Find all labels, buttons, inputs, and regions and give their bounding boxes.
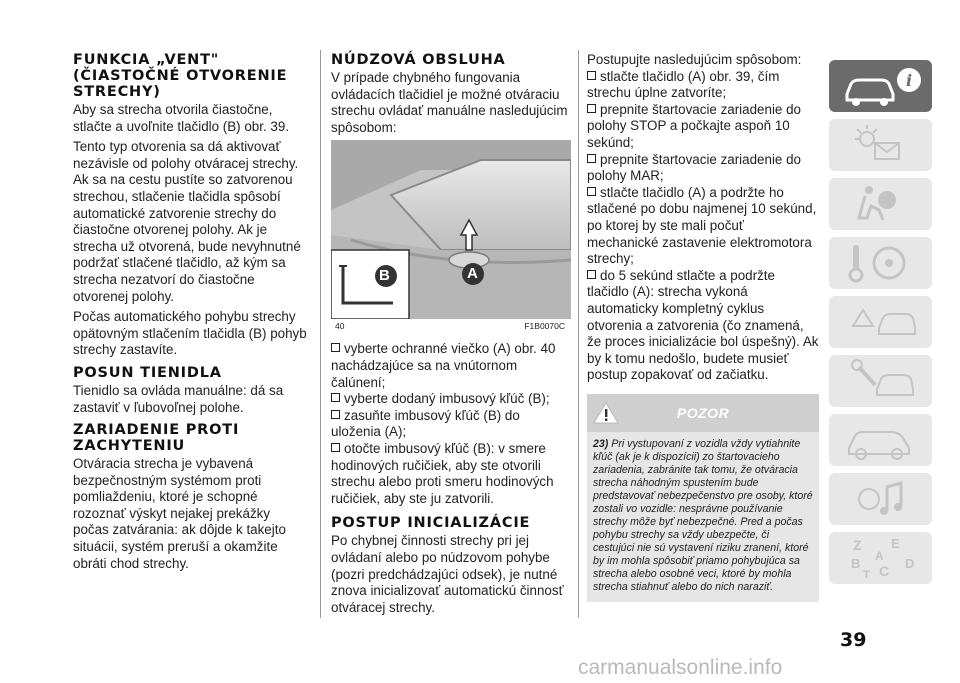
page-number: 39	[840, 629, 867, 651]
figure-caption	[331, 319, 571, 333]
paragraph: Po chybnej činnosti strechy pri jej ovládaní alebo po núdzovom pohybe (pozri predchádzajúci odsek), je nutné znova inicializovať automatickú činnosť otváracej strechy.	[331, 533, 564, 615]
list-item: do 5 sekúnd stlačte a podržte tlačidlo (A): strecha vykoná automaticky kompletný cyklus otvorenia a zatvorenia (čo znamená, že proces inicializácie bol úspešný). Ak by k tomu nedošlo, budete musieť postup zopakovať od začiatku.	[587, 267, 819, 383]
list-item: prepnite štartovacie zariadenie do polohy STOP a počkajte aspoň 10 sekúnd;	[587, 101, 801, 150]
heading-anti-pinch: ZARIADENIE PROTI ZACHYTENIU	[73, 422, 240, 455]
bullet-icon	[587, 71, 596, 80]
media-icon[interactable]	[829, 473, 932, 525]
heading-initialization: POSTUP INICIALIZÁCIE	[331, 515, 531, 532]
letter-c: C	[879, 563, 890, 579]
figure-number: 40	[335, 321, 345, 332]
warning-lights-icon[interactable]	[829, 119, 932, 171]
figure-code: F1B0070C	[524, 321, 565, 332]
figure-40	[331, 140, 571, 333]
letter-b: B	[851, 556, 861, 571]
letter-a: A	[875, 549, 884, 563]
column-1	[73, 52, 309, 576]
list-item: zasuňte imbusový kľúč (B) do uloženia (A);	[331, 407, 520, 440]
bullet-icon	[331, 410, 340, 419]
heading-emergency: NÚDZOVÁ OBSLUHA	[331, 52, 506, 68]
bullet-icon	[331, 343, 340, 352]
paragraph: V prípade chybného fungovania ovládacích tlačidiel je možné otváraciu strechu ovládať manuálne nasledujúcim spôsobom:	[331, 70, 568, 135]
paragraph: Aby sa strecha otvorila čiastočne, stlačte a uvoľnite tlačidlo (B) obr. 39.	[73, 102, 290, 134]
heading-vent: FUNKCIA „VENT" (ČIASTOČNÉ OTVORENIE STRECHY)	[73, 52, 288, 100]
footer-watermark: carmanualsonline.info	[578, 656, 783, 679]
bullet-icon	[331, 393, 340, 402]
letter-z: Z	[853, 537, 862, 553]
airbag-icon[interactable]	[829, 178, 932, 230]
list-item: otočte imbusový kľúč (B): v smere hodinových ručičiek, aby ste otvorili strechu alebo proti smeru hodinových ručičiek, aby ste ju zatvorili.	[331, 440, 554, 506]
column-3	[587, 52, 819, 602]
bullet-icon	[587, 154, 596, 163]
warning-title: POZOR	[676, 404, 730, 421]
callout-b: B	[379, 267, 390, 285]
breakdown-icon[interactable]	[829, 296, 932, 348]
list-item: stlačte tlačidlo (A) obr. 39, čím strechu úplne zatvoríte;	[587, 68, 780, 101]
roof-illustration	[331, 140, 571, 319]
paragraph: Postupujte nasledujúcim spôsobom:	[587, 52, 802, 67]
svg-text:i: i	[905, 71, 913, 90]
letter-e: E	[891, 536, 900, 551]
index-letters-icon[interactable]	[829, 532, 932, 584]
chapter-tabs	[829, 60, 932, 591]
letter-d: D	[905, 556, 915, 571]
bullet-icon	[587, 104, 596, 113]
steering-key-icon[interactable]	[829, 237, 932, 289]
column-divider	[578, 50, 579, 618]
callout-a: A	[467, 265, 478, 283]
column-divider	[320, 50, 321, 618]
list-item: prepnite štartovacie zariadenie do polohy MAR;	[587, 151, 801, 184]
warning-text: Pri vystupovaní z vozidla vždy vytiahnite kľúč (ak je k dispozícii) zo štartovacieho zariadenia, zabránite tak tomu, že otváracia strecha náhodným spustením bude predstavovať nebezpečenstvo pre osoby, ktoré zostali vo vozidle: nesprávne používanie strechy môže byť nebezpečné. Pred a počas pohybu strechy sa vždy ubezpečte, či cestujúci nie sú vystavení riziku zranení, ktoré by im mohla spôsobiť priamo pohybujúca sa strecha alebo osobné veci, ktoré by mohla strecha stiahnuť alebo do nich naraziť.	[593, 437, 813, 593]
wrench-car-icon[interactable]	[829, 355, 932, 407]
bullet-icon	[331, 443, 340, 452]
warning-body	[587, 432, 819, 602]
tech-data-icon[interactable]	[829, 414, 932, 466]
list-item: vyberte ochranné viečko (A) obr. 40 nachádzajúce sa na vnútornom čalúnení;	[331, 341, 556, 390]
warning-box	[587, 394, 819, 602]
car-info-icon[interactable]	[829, 60, 932, 112]
warning-number: 23)	[593, 437, 609, 450]
bullet-icon	[587, 270, 596, 279]
list-item: stlačte tlačidlo (A) a podržte ho stlačené po dobu najmenej 10 sekúnd, po ktorej by ste mali počuť mechanické zastavenie elektromotora strechy;	[587, 184, 817, 267]
letter-t: T	[863, 569, 870, 581]
bullet-icon	[587, 187, 596, 196]
heading-shade: POSUN TIENIDLA	[73, 364, 222, 381]
paragraph: Počas automatického pohybu strechy opätovným stlačením tlačidla (B) pohyb strechy zastavíte.	[73, 309, 307, 358]
column-2	[331, 52, 571, 620]
paragraph: Otváracia strecha je vybavená bezpečnostným systémom proti pomliaždeniu, ktoré je schopné rozoznať výskyt nejakej prekážky počas zatvárania: ak dôjde k takejto situácii, systém preruší a okamžite obráti chod strechy.	[73, 456, 286, 571]
warning-header	[587, 394, 819, 432]
paragraph: Tienidlo sa ovláda manuálne: dá sa zastaviť v ľubovoľnej polohe.	[73, 382, 284, 415]
paragraph: Tento typ otvorenia sa dá aktivovať nezávisle od polohy otváracej strechy. Ak sa na cestu pustíte so zatvorenou strechou, stlačenie tlačidla spôsobí automatické zatvorenie strechy do čiastočne otvorenej polohy. Ak je strecha už otvorená, bude nevyhnutné podržať stlačené tlačidlo, až kým sa strecha nezatvorí do čiastočne otvorenej polohy.	[73, 139, 301, 304]
list-item: vyberte dodaný imbusový kľúč (B);	[331, 391, 571, 408]
